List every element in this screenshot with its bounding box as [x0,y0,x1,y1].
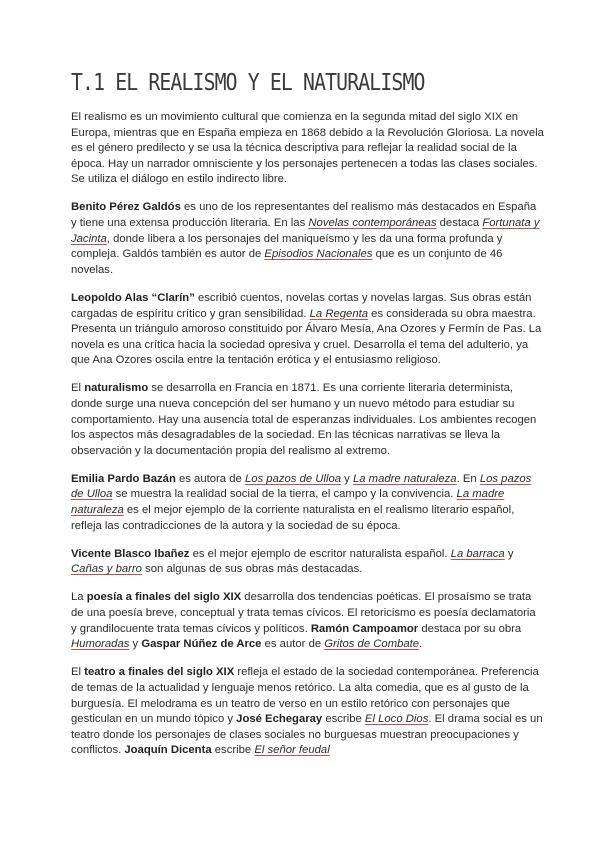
work-canas-y-barro: Cañas y barro [71,563,142,576]
text-segment: . En [456,472,480,485]
work-la-regenta: La Regenta [309,307,369,320]
term-poesia: poesía a finales del siglo XIX [86,591,242,604]
paragraph-teatro [71,665,544,759]
page-title: T.1 EL REALISMO Y EL NATURALISMO [71,70,425,96]
work-novelas-contemporaneas: Novelas contemporáneas [308,217,437,230]
text-segment: desarrolla dos tendencias poéticas. El prosaísmo se trata de una poesía breve, conceptual y trata temas cívicos. El retoricismo es poesía declamatoria y grandilocuente trata temas cívicos y políticos. [71,591,536,635]
text-segment: . [419,638,423,651]
text-segment: destaca [436,217,483,230]
text-segment: se muestra la realidad social de la tierra, el campo y la convivencia. [112,488,457,501]
text-segment: escribió cuentos, novelas cortas y novelas largas. Sus obras están cargadas de espíritu crítico y gran sensibilidad. [71,291,532,320]
work-la-madre-naturaleza: La madre naturaleza [71,488,505,517]
text-segment: , donde libera a los personajes del maniqueísmo y les da una forma profunda y compleja. Galdós también es autor de [71,232,503,261]
text-segment: que es un conjunto de 46 novelas. [71,248,503,276]
paragraph-poesia [71,590,544,652]
author-galdos: Benito Pérez Galdós [71,201,181,214]
work-fortunata-y-jacinta: Fortunata y Jacinta [71,217,540,245]
text-segment: destaca por su obra [418,622,522,635]
paragraph-galdos [71,200,544,278]
text-segment: refleja el estado de la sociedad contemporánea. Preferencia de temas de la actualidad y lenguaje menos retórico. La alta comedia, que es al gusto de la burguesía. El melodrama es un teatro de verso en un estilo retórico con personajes que gesticulan en un mundo tópico y [71,666,539,726]
work-episodios-nacionales: Episodios Nacionales [264,248,373,261]
text-segment: y [341,472,353,485]
text-segment: El [71,666,85,679]
work-el-senor-feudal: El señor feudal [254,744,330,757]
author-blasco-ibanez: Vicente Blasco Ibañez [71,547,190,560]
work-los-pazos-de-ulloa: Los pazos de Ulloa [71,472,532,501]
text-segment: y [129,638,142,651]
paragraph-clarin [71,291,544,369]
text-segment: El [71,382,85,395]
author-clarin: Leopoldo Alas “Clarín” [71,291,195,304]
paragraph-naturalismo [71,381,544,459]
realismo-text: El realismo es un movimiento cultural que comienza en la segunda mitad del siglo XIX en Europa, mientras que en España empieza en 1868 debido a la Revolución Gloriosa. La novela es el género predilecto y se usa la técnica descriptiva para reflejar la realidad social de la época. Hay un narrador omnisciente y los personajes pertenecen a todas las clases sociales. Se utiliza el diálogo en estilo indirecto libre. [71,111,544,186]
text-segment: es el mejor ejemplo de escritor naturalista español. [189,547,451,560]
text-segment: son algunas de sus obras más destacadas. [141,563,363,576]
text-segment: es autor de [261,638,325,651]
author-campoamor: Ramón Campoamor [310,622,419,635]
work-la-barraca: La barraca [450,547,505,560]
text-segment: . El drama social es un teatro donde los personajes de clases sociales no burguesas muestran preocupaciones y conflictos. [71,713,543,757]
text-segment: escribe [211,744,255,757]
author-nunez-de-arce: Gaspar Núñez de Arce [141,638,262,651]
text-segment: es autora de [175,472,245,485]
author-pardo-bazan: Emilia Pardo Bazán [71,472,176,485]
paragraph-realismo [71,110,544,188]
text-segment: La [71,591,87,604]
term-teatro: teatro a finales del siglo XIX [84,666,235,679]
author-dicenta: Joaquín Dicenta [124,744,212,757]
paragraph-pardo-bazan [71,472,544,534]
work-el-loco-dios: El Loco Dios [364,713,429,726]
paragraph-blasco-ibanez [71,547,544,578]
work-la-madre-naturaleza: La madre naturaleza [352,472,457,485]
work-los-pazos-de-ulloa: Los pazos de Ulloa [244,472,342,485]
text-segment: y [504,547,514,560]
term-naturalismo: naturalismo [84,382,149,395]
author-echegaray: José Echegaray [236,713,323,726]
work-gritos-de-combate: Gritos de Combate [324,638,420,651]
text-segment: es uno de los representantes del realismo más destacados en España y tiene una extensa producción literaria. En las [71,201,537,230]
text-segment: se desarrolla en Francia en 1871. Es una corriente literaria determinista, donde surge una nueva concepción del ser humano y un nuevo método para estudiar su comportamiento. Hay una ausencia total de esperanzas individuales. Los ambientes recogen los aspectos más desagradables de la sociedad. En las técnicas narrativas se lleva la observación y la documentación propia del realismo al extremo. [71,382,537,457]
text-segment: escribe [322,713,365,726]
text-segment: es considerada su obra maestra. Presenta un triángulo amoroso constituido por Álvaro Mesía, Ana Ozores y Fermín de Pas. La novela es una crítica hacia la sociedad opresiva y cruel. Desarrolla el tema del adulterio, ya que Ana Ozores oscila entre la tentación erótica y el entusiasmo religioso. [71,307,542,367]
work-humoradas: Humoradas [71,638,130,651]
text-segment: es el mejor ejemplo de la corriente naturalista en el realismo literario español, refleja las contradicciones de la autora y la sociedad de su época. [71,504,515,532]
